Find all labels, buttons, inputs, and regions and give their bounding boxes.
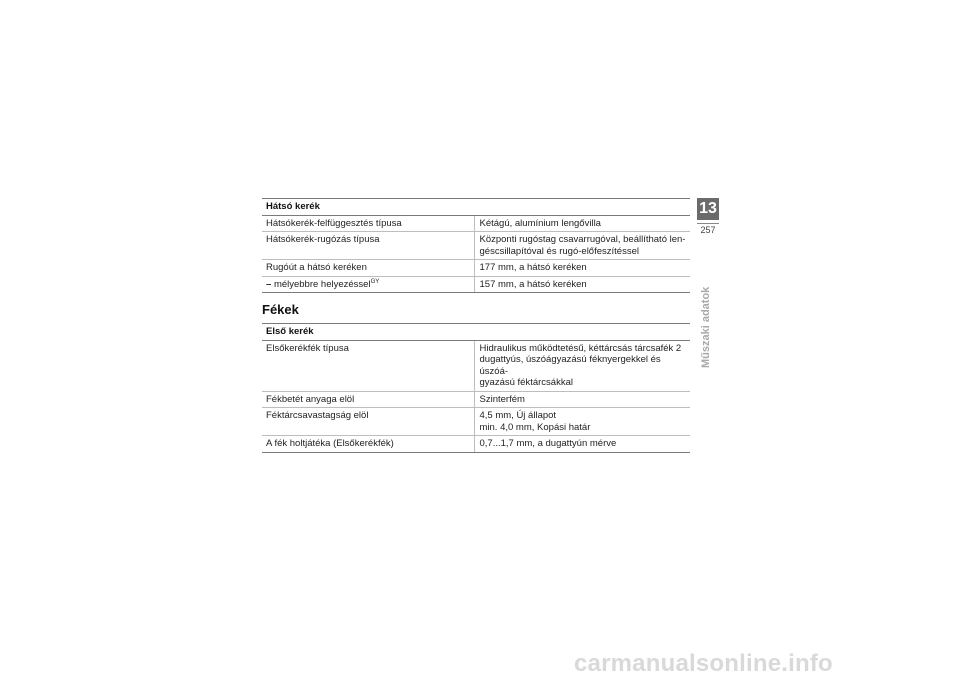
page-number-divider bbox=[697, 223, 719, 224]
table-row bbox=[262, 340, 690, 391]
table-row bbox=[262, 215, 690, 232]
spec-value: 0,7...1,7 mm, a dugattyún mérve bbox=[474, 436, 690, 453]
rear-wheel-table bbox=[262, 198, 690, 293]
spec-label: Hátsókerék-felfüggesztés típusa bbox=[262, 215, 474, 232]
front-wheel-heading: Első kerék bbox=[262, 324, 690, 341]
chapter-number-tab: 13 bbox=[697, 198, 719, 220]
table-row bbox=[262, 232, 690, 260]
spec-label-text: mélyebbre helyezéssel bbox=[273, 278, 371, 290]
spec-label: Fékbetét anyaga elöl bbox=[262, 391, 474, 408]
table-row bbox=[262, 391, 690, 408]
section-title-brakes: Fékek bbox=[262, 302, 299, 317]
chapter-side-title: Műszaki adatok bbox=[700, 286, 712, 368]
spec-label: Elsőkerékfék típusa bbox=[262, 340, 474, 391]
spec-label: A fék holtjátéka (Elsőkerékfék) bbox=[262, 436, 474, 453]
spec-value: Hidraulikus működtetésű, kéttárcsás tárcsafék 2 dugattyús, úszóágyazású féknyergekkel és úszóá- gyazású féktárcsákkal bbox=[474, 340, 690, 391]
table-row bbox=[262, 408, 690, 436]
table-row bbox=[262, 436, 690, 453]
spec-value: 4,5 mm, Új állapot min. 4,0 mm, Kopási határ bbox=[474, 408, 690, 436]
spec-value: 157 mm, a hátsó keréken bbox=[474, 276, 690, 293]
spec-value: 177 mm, a hátsó keréken bbox=[474, 260, 690, 277]
spec-label: Rugóút a hátsó keréken bbox=[262, 260, 474, 277]
front-wheel-table bbox=[262, 323, 690, 453]
table-header-row bbox=[262, 324, 690, 341]
spec-value: Központi rugóstag csavarrugóval, beállítható len- géscsillapítóval és rugó-előfeszítéssel bbox=[474, 232, 690, 260]
gy-superscript: GY bbox=[370, 278, 380, 285]
spec-label: Féktárcsavastagság elöl bbox=[262, 408, 474, 436]
spec-content bbox=[262, 198, 690, 453]
page-number: 257 bbox=[700, 225, 716, 235]
table-row bbox=[262, 260, 690, 277]
spec-label bbox=[262, 276, 474, 293]
table-row bbox=[262, 276, 690, 293]
spec-value: Kétágú, alumínium lengővilla bbox=[474, 215, 690, 232]
spec-label: Hátsókerék-rugózás típusa bbox=[262, 232, 474, 260]
spec-value: Szinterfém bbox=[474, 391, 690, 408]
table-header-row bbox=[262, 199, 690, 216]
watermark-text: carmanualsonline.info bbox=[574, 650, 833, 677]
rear-wheel-heading: Hátsó kerék bbox=[262, 199, 690, 216]
dash-marker: – bbox=[266, 278, 272, 290]
